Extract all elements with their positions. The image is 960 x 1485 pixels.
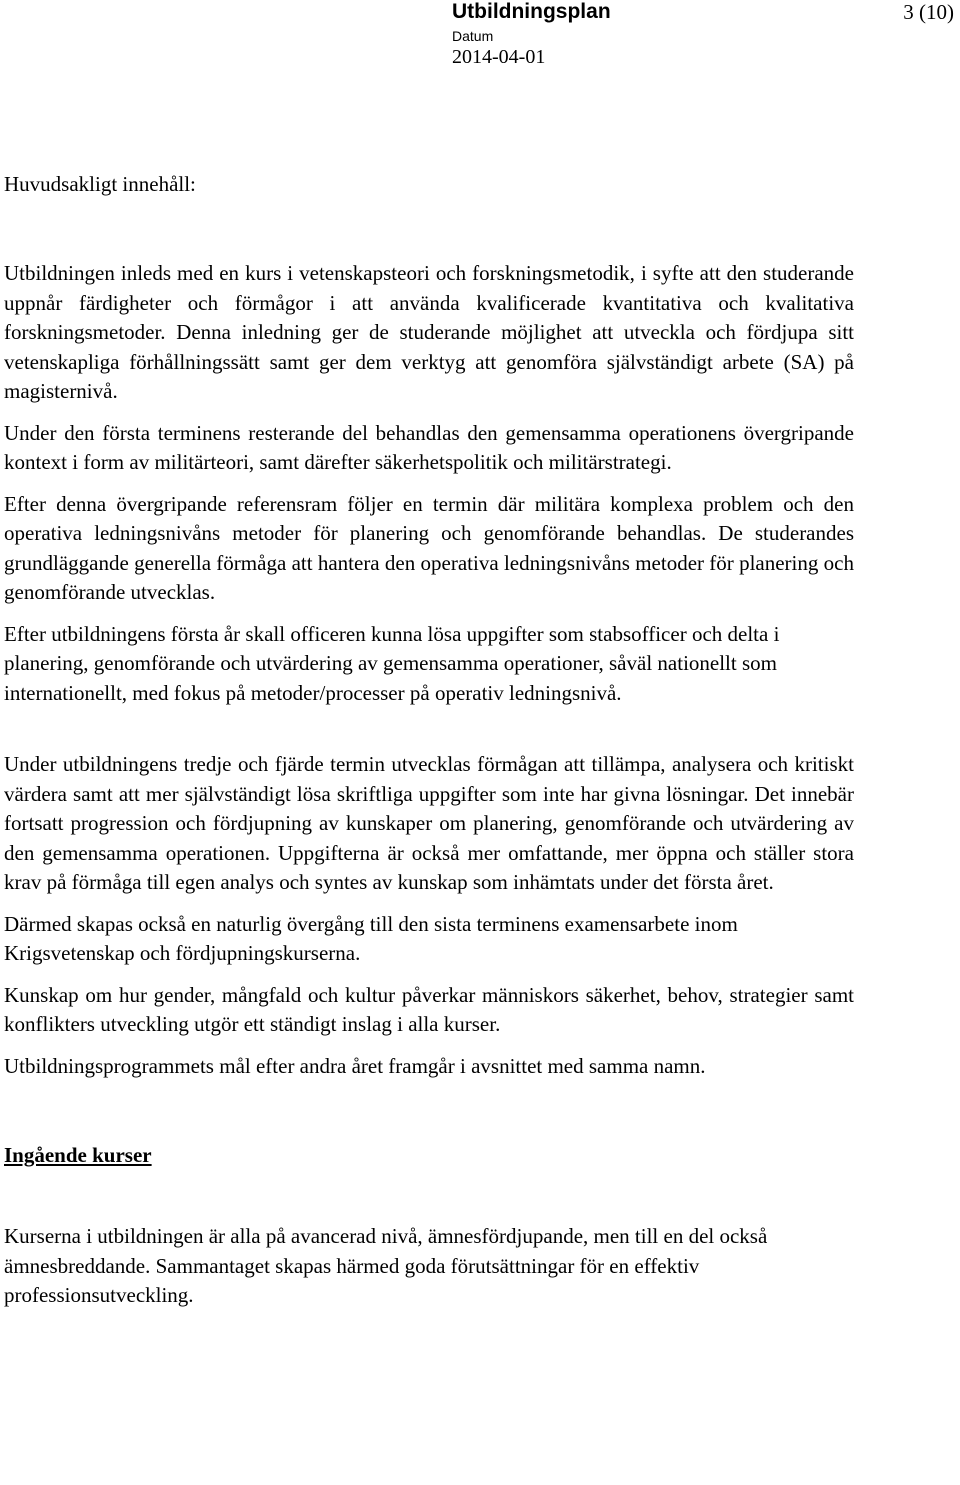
section-label-main-content: Huvudsakligt innehåll: <box>4 172 196 196</box>
date-label: Datum <box>452 28 494 44</box>
paragraph-first-term: Under den första terminens resterande del behandlas den gemensamma operationens övergripande kontext i form av militärteori, samt därefter säkerhetspolitik och militärstrategi. <box>4 420 854 474</box>
paragraph-program-goals: Utbildningsprogrammets mål efter andra året framgår i avsnittet med samma namn. <box>4 1053 706 1078</box>
page-number: 3 (10) <box>903 0 954 24</box>
section-heading-courses: Ingående kurser <box>4 1143 152 1167</box>
paragraph-third-fourth-term: Under utbildningens tredje och fjärde termin utvecklas förmågan att tillämpa, analysera och kritiskt värdera samt att mer självständigt lösa skriftliga uppgifter som inte har givna lösningar. Det innebär fortsatt progression och fördjupning av kunskaper om planering, genomförande och utvärdering av den gemensamma operationen. Uppgifterna är också mer omfattande, mer öppna och ställer stora krav på förmåga till egen analys och syntes av kunskap som inhämtats under det första året. <box>4 752 854 894</box>
paragraph-courses: Kurserna i utbildningen är alla på avancerad nivå, ämnesfördjupande, men till en del också ämnesbreddande. Sammantaget skapas härmed goda förutsättningar för en effektiv professionsutveckling. <box>4 1224 768 1307</box>
paragraph-gender-diversity: Kunskap om hur gender, mångfald och kultur påverkar människors säkerhet, behov, strategier samt konflikters utveckling utgör ett ständigt inslag i alla kurser. <box>4 982 854 1036</box>
document-body <box>4 170 854 1323</box>
paragraph-intro: Utbildningen inleds med en kurs i vetenskapsteori och forskningsmetodik, i syfte att den studerande uppnår färdigheter och förmågor i att använda kvalificerade kvantitativa och kvalitativa forskningsmetoder. Denna inledning ger de studerande möjlighet att utveckla och fördjupa sitt vetenskapliga förhållningssätt samt ger dem verktyg att genomföra självständigt arbete (SA) på magisternivå. <box>4 261 854 403</box>
paragraph-second-term: Efter denna övergripande referensram följer en termin där militära komplexa problem och den operativa ledningsnivåns metoder för planering och genomförande behandlas. De studerandes grundläggande generella förmåga att hantera den operativa ledningsnivåns metoder för planering och genomförande utvecklas. <box>4 491 854 604</box>
document-title: Utbildningsplan <box>452 0 611 23</box>
date-value: 2014-04-01 <box>452 46 546 68</box>
page-header <box>0 0 960 80</box>
paragraph-first-year-outcome: Efter utbildningens första år skall officeren kunna lösa uppgifter som stabsofficer och delta i planering, genomförande och utvärdering av gemensamma operationer, såväl nationellt som internationellt, med fokus på metoder/processer på operativ ledningsnivå. <box>4 621 780 705</box>
paragraph-transition: Därmed skapas också en naturlig övergång till den sista terminens examensarbete inom Krigsvetenskap och fördjupningskurserna. <box>4 911 738 965</box>
